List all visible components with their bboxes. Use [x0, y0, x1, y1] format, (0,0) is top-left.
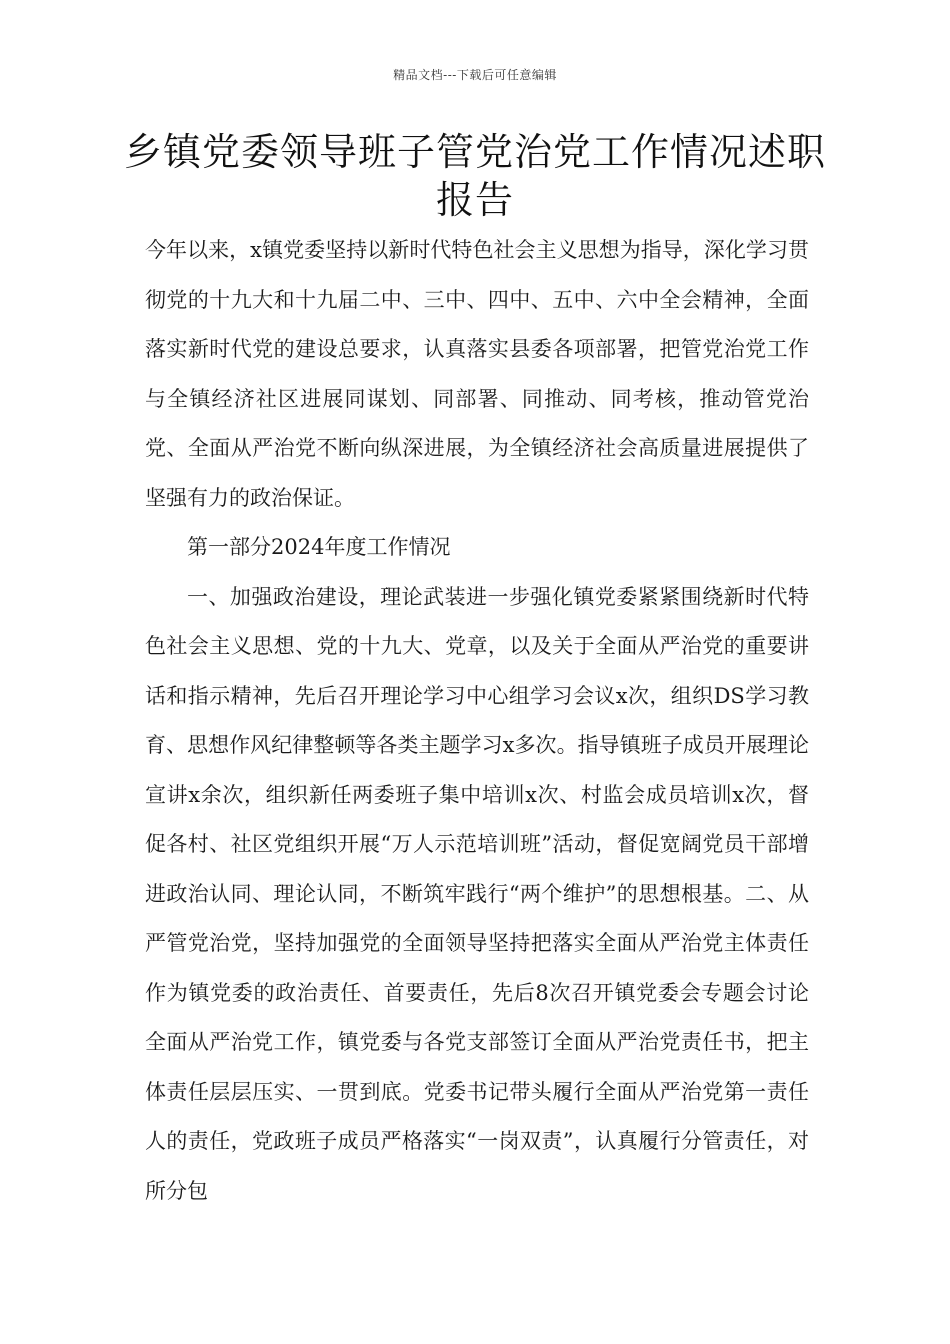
document-title: 乡镇党委领导班子管党治党工作情况述职报告 — [123, 130, 826, 222]
header-note: 精品文档---下载后可任意编辑 — [393, 68, 557, 82]
section-heading: 第一部分2024年度工作情况 — [187, 535, 451, 559]
body-paragraph: 一、加强政治建设，理论武装进一步强化镇党委紧紧围绕新时代特色社会主义思想、党的十九大、党章，以及关于全面从严治党的重要讲话和指示精神，先后召开理论学习中心组学习会议x次，组织DS学习教育、思想作风纪律整顿等各类主题学习x多次。指导镇班子成员开展理论宣讲x余次，组织新任两委班子集中培训x次、村监会成员培训x次，督促各村、社区党组织开展“万人示范培训班”活动，督促宽阔党员干部增进政治认同、理论认同，不断筑牢践行“两个维护”的思想根基。二、从严管党治党，坚持加强党的全面领导坚持把落实全面从严治党主体责任作为镇党委的政治责任、首要责任，先后8次召开镇党委会专题会讨论全面从严治党工作，镇党委与各党支部签订全面从严治党责任书，把主体责任层层压实、一贯到底。党委书记带头履行全面从严治党第一责任人的责任，党政班子成员严格落实“一岗双责”，认真履行分管责任，对所分包 — [145, 584, 809, 1203]
document-body — [145, 226, 809, 1216]
intro-paragraph: 今年以来，x镇党委坚持以新时代特色社会主义思想为指导，深化学习贯彻党的十九大和十九届二中、三中、四中、五中、六中全会精神，全面落实新时代党的建设总要求，认真落实县委各项部署，把管党治党工作与全镇经济社区进展同谋划、同部署、同推动、同考核，推动管党治党、全面从严治党不断向纵深进展，为全镇经济社会高质量进展提供了坚强有力的政治保证。 — [145, 238, 809, 510]
